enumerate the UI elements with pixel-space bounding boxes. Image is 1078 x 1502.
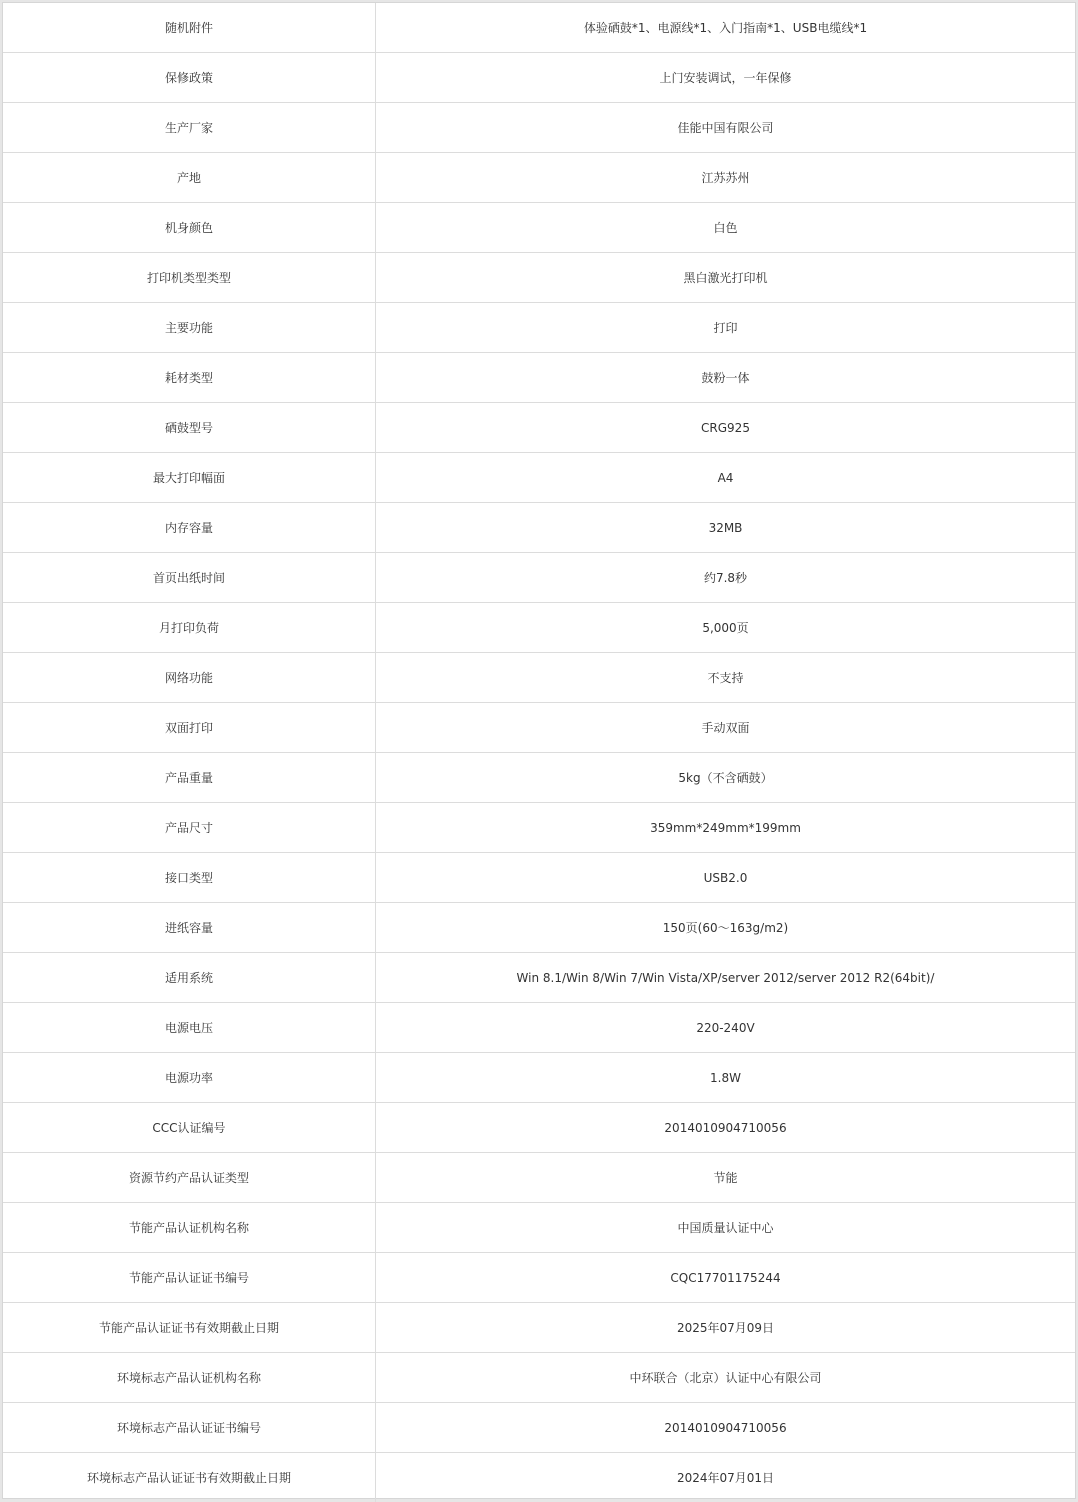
- spec-row: [3, 503, 1075, 553]
- spec-row: [3, 553, 1075, 603]
- spec-value: 白色: [376, 203, 1076, 253]
- spec-value: 150页(60～163g/m2): [376, 903, 1076, 953]
- spec-label: 电源电压: [3, 1003, 376, 1053]
- spec-value: USB2.0: [376, 853, 1076, 903]
- spec-value: 359mm*249mm*199mm: [376, 803, 1076, 853]
- spec-value: A4: [376, 453, 1076, 503]
- spec-label: 硒鼓型号: [3, 403, 376, 453]
- spec-label: 电源功率: [3, 1053, 376, 1103]
- spec-value: 手动双面: [376, 703, 1076, 753]
- spec-value: 中环联合（北京）认证中心有限公司: [376, 1353, 1076, 1403]
- spec-label: 机身颜色: [3, 203, 376, 253]
- spec-label: 节能产品认证证书编号: [3, 1253, 376, 1303]
- spec-value: CRG925: [376, 403, 1076, 453]
- spec-row: [3, 3, 1075, 53]
- spec-label: 环境标志产品认证证书有效期截止日期: [3, 1453, 376, 1502]
- spec-value: 2014010904710056: [376, 1103, 1076, 1153]
- spec-label: 产地: [3, 153, 376, 203]
- spec-row: [3, 853, 1075, 903]
- spec-row: [3, 653, 1075, 703]
- spec-label: 保修政策: [3, 53, 376, 103]
- spec-row: [3, 303, 1075, 353]
- spec-label: 适用系统: [3, 953, 376, 1003]
- spec-label: 生产厂家: [3, 103, 376, 153]
- spec-row: [3, 53, 1075, 103]
- spec-label: 产品重量: [3, 753, 376, 803]
- spec-label: 环境标志产品认证机构名称: [3, 1353, 376, 1403]
- spec-row: [3, 253, 1075, 303]
- spec-label: 首页出纸时间: [3, 553, 376, 603]
- spec-table: [3, 3, 1075, 1502]
- spec-value: 约7.8秒: [376, 553, 1076, 603]
- spec-row: [3, 1203, 1075, 1253]
- spec-label: 环境标志产品认证证书编号: [3, 1403, 376, 1453]
- spec-label: 随机附件: [3, 3, 376, 53]
- spec-row: [3, 1403, 1075, 1453]
- spec-row: [3, 1103, 1075, 1153]
- spec-row: [3, 753, 1075, 803]
- spec-label: 资源节约产品认证类型: [3, 1153, 376, 1203]
- spec-value: 5,000页: [376, 603, 1076, 653]
- spec-row: [3, 703, 1075, 753]
- spec-row: [3, 1453, 1075, 1502]
- spec-label: CCC认证编号: [3, 1103, 376, 1153]
- spec-value: 2024年07月01日: [376, 1453, 1076, 1502]
- spec-row: [3, 803, 1075, 853]
- spec-row: [3, 203, 1075, 253]
- spec-row: [3, 403, 1075, 453]
- spec-value: 鼓粉一体: [376, 353, 1076, 403]
- spec-value: 中国质量认证中心: [376, 1203, 1076, 1253]
- spec-table-body: [3, 3, 1075, 1502]
- spec-value: 1.8W: [376, 1053, 1076, 1103]
- spec-row: [3, 1053, 1075, 1103]
- spec-value: 上门安装调试，一年保修: [376, 53, 1076, 103]
- spec-value: 打印: [376, 303, 1076, 353]
- spec-label: 最大打印幅面: [3, 453, 376, 503]
- spec-row: [3, 103, 1075, 153]
- spec-row: [3, 1003, 1075, 1053]
- spec-label: 节能产品认证证书有效期截止日期: [3, 1303, 376, 1353]
- spec-value: 5kg（不含硒鼓）: [376, 753, 1076, 803]
- spec-value: 2025年07月09日: [376, 1303, 1076, 1353]
- spec-label: 内存容量: [3, 503, 376, 553]
- spec-value: CQC17701175244: [376, 1253, 1076, 1303]
- spec-value: 节能: [376, 1153, 1076, 1203]
- spec-label: 产品尺寸: [3, 803, 376, 853]
- spec-row: [3, 603, 1075, 653]
- spec-value: 2014010904710056: [376, 1403, 1076, 1453]
- spec-row: [3, 1303, 1075, 1353]
- spec-label: 主要功能: [3, 303, 376, 353]
- spec-label: 双面打印: [3, 703, 376, 753]
- spec-value: 32MB: [376, 503, 1076, 553]
- spec-row: [3, 153, 1075, 203]
- spec-value: 江苏苏州: [376, 153, 1076, 203]
- spec-label: 月打印负荷: [3, 603, 376, 653]
- spec-table-frame: [2, 2, 1076, 1499]
- spec-value: 不支持: [376, 653, 1076, 703]
- spec-row: [3, 353, 1075, 403]
- spec-row: [3, 1253, 1075, 1303]
- spec-value: 佳能中国有限公司: [376, 103, 1076, 153]
- spec-value: 体验硒鼓*1、电源线*1、入门指南*1、USB电缆线*1: [376, 3, 1076, 53]
- spec-value: Win 8.1/Win 8/Win 7/Win Vista/XP/server 2012/server 2012 R2(64bit)/: [376, 953, 1076, 1003]
- spec-label: 耗材类型: [3, 353, 376, 403]
- spec-value: 220-240V: [376, 1003, 1076, 1053]
- spec-row: [3, 953, 1075, 1003]
- spec-row: [3, 453, 1075, 503]
- spec-label: 进纸容量: [3, 903, 376, 953]
- spec-label: 接口类型: [3, 853, 376, 903]
- spec-value: 黑白激光打印机: [376, 253, 1076, 303]
- spec-row: [3, 903, 1075, 953]
- spec-row: [3, 1153, 1075, 1203]
- spec-label: 打印机类型类型: [3, 253, 376, 303]
- spec-row: [3, 1353, 1075, 1403]
- spec-label: 网络功能: [3, 653, 376, 703]
- spec-label: 节能产品认证机构名称: [3, 1203, 376, 1253]
